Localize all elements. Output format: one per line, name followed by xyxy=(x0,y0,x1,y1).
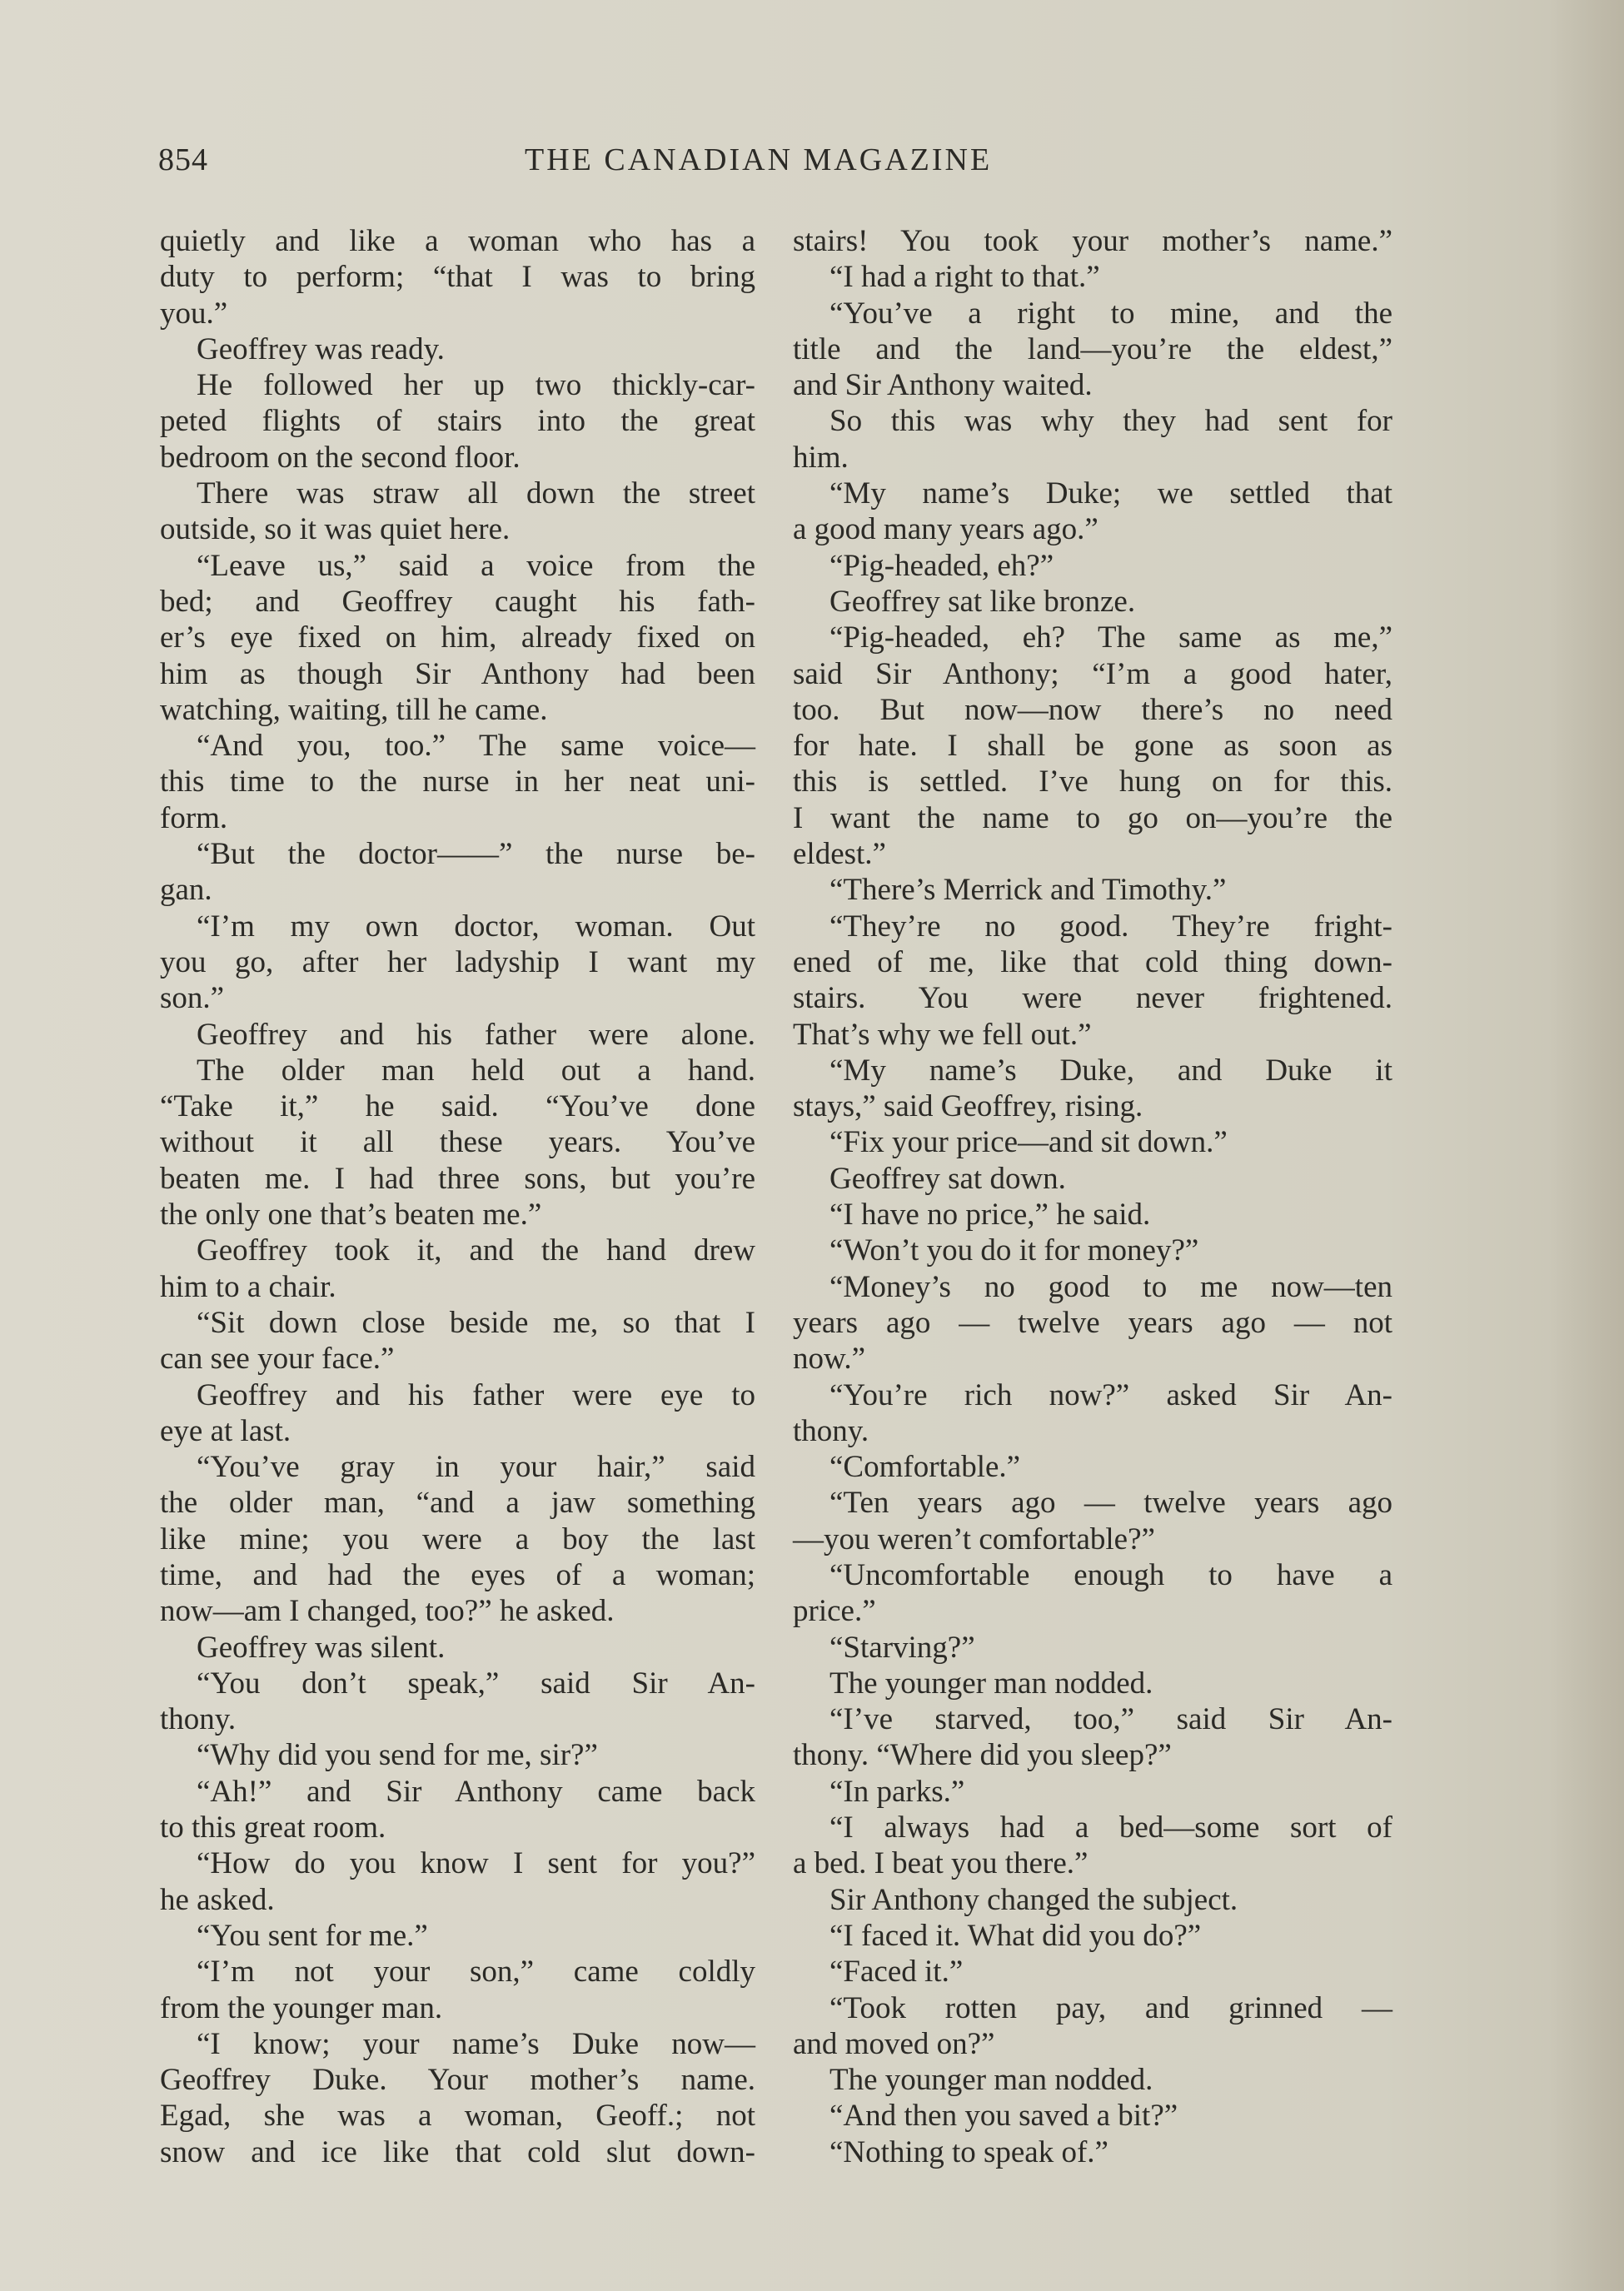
text-line: thony. xyxy=(793,1413,869,1448)
text-line: “I’ve starved, too,” said Sir An- xyxy=(829,1702,1392,1737)
text-line: “You sent for me.” xyxy=(197,1918,428,1953)
text-line: “Starving?” xyxy=(829,1630,975,1665)
text-line: I want the name to go on—you’re the xyxy=(793,800,1392,835)
text-line: “How do you know I sent for you?” xyxy=(197,1846,755,1881)
text-line: this time to the nurse in her neat uni- xyxy=(160,764,755,799)
text-line: “Took rotten pay, and grinned — xyxy=(829,1990,1392,2025)
text-line: now.” xyxy=(793,1342,865,1377)
text-line: can see your face.” xyxy=(160,1342,395,1377)
text-line: without it all these years. You’ve xyxy=(160,1125,755,1160)
text-line: “My name’s Duke; we settled that xyxy=(829,476,1392,511)
text-line: “You don’t speak,” said Sir An- xyxy=(197,1666,755,1701)
text-line: Geoffrey was silent. xyxy=(197,1630,446,1665)
text-line: a good many years ago.” xyxy=(793,512,1098,547)
text-line: —you weren’t comfortable?” xyxy=(793,1522,1155,1556)
text-line: now—am I changed, too?” he asked. xyxy=(160,1594,615,1629)
text-line: quietly and like a woman who has a xyxy=(160,224,755,258)
text-line: “And you, too.” The same voice— xyxy=(197,729,755,764)
text-line: So this was why they had sent for xyxy=(829,404,1392,439)
text-line: That’s why we fell out.” xyxy=(793,1017,1092,1052)
text-line: “I’m not your son,” came coldly xyxy=(197,1955,755,1990)
text-line: “Money’s no good to me now—ten xyxy=(829,1269,1392,1304)
text-line: “You’ve a right to mine, and the xyxy=(829,296,1392,331)
text-line: “Faced it.” xyxy=(829,1955,964,1990)
text-line: ened of me, like that cold thing down- xyxy=(793,944,1392,979)
text-line: “Ah!” and Sir Anthony came back xyxy=(197,1774,755,1809)
text-line: “They’re no good. They’re fright- xyxy=(829,909,1392,944)
right-text-column xyxy=(793,223,1392,2170)
text-line: “Pig-headed, eh?” xyxy=(829,548,1054,583)
text-line: Egad, she was a woman, Geoff.; not xyxy=(160,2099,755,2134)
text-line: “I’m my own doctor, woman. Out xyxy=(197,909,755,944)
text-line: Geoffrey was ready. xyxy=(197,331,445,366)
text-line: “Sit down close beside me, so that I xyxy=(197,1305,755,1340)
text-line: The younger man nodded. xyxy=(829,1666,1153,1701)
text-line: er’s eye fixed on him, already fixed on xyxy=(160,620,755,655)
text-line: “Pig-headed, eh? The same as me,” xyxy=(829,620,1392,655)
text-line: and moved on?” xyxy=(793,2026,995,2061)
text-line: the only one that’s beaten me.” xyxy=(160,1198,542,1233)
text-line: you.” xyxy=(160,296,228,331)
running-title: THE CANADIAN MAGAZINE xyxy=(525,142,993,177)
text-line: bedroom on the second floor. xyxy=(160,440,521,475)
text-line: “Leave us,” said a voice from the xyxy=(197,548,755,583)
text-line: said Sir Anthony; “I’m a good hater, xyxy=(793,656,1392,691)
text-line: peted flights of stairs into the great xyxy=(160,404,755,439)
text-line: too. But now—now there’s no need xyxy=(793,692,1392,727)
text-line: Geoffrey sat like bronze. xyxy=(829,584,1136,619)
text-line: like mine; you were a boy the last xyxy=(160,1522,755,1556)
text-line: The younger man nodded. xyxy=(829,2063,1153,2098)
text-line: “I have no price,” he said. xyxy=(829,1198,1151,1233)
text-line: this is settled. I’ve hung on for this. xyxy=(793,764,1392,799)
text-line: “My name’s Duke, and Duke it xyxy=(829,1053,1392,1088)
text-line: “And then you saved a bit?” xyxy=(829,2099,1178,2134)
text-line: “You’re rich now?” asked Sir An- xyxy=(829,1377,1392,1412)
text-line: son.” xyxy=(160,981,225,1016)
text-line: watching, waiting, till he came. xyxy=(160,692,548,727)
text-line: Geoffrey Duke. Your mother’s name. xyxy=(160,2063,755,2098)
text-line: from the younger man. xyxy=(160,1990,443,2025)
text-line: price.” xyxy=(793,1594,876,1629)
text-line: “Take it,” he said. “You’ve done xyxy=(160,1089,755,1124)
text-line: gan. xyxy=(160,873,212,908)
text-line: Sir Anthony changed the subject. xyxy=(829,1882,1238,1917)
text-line: title and the land—you’re the eldest,” xyxy=(793,331,1392,366)
text-line: “I faced it. What did you do?” xyxy=(829,1918,1202,1953)
text-line: “You’ve gray in your hair,” said xyxy=(197,1450,755,1485)
text-line: to this great room. xyxy=(160,1810,386,1845)
text-line: snow and ice like that cold slut down- xyxy=(160,2134,755,2169)
text-line: a bed. I beat you there.” xyxy=(793,1846,1088,1881)
text-line: “Uncomfortable enough to have a xyxy=(829,1557,1392,1592)
text-line: “But the doctor——” the nurse be- xyxy=(197,837,755,872)
text-line: Geoffrey took it, and the hand drew xyxy=(197,1233,755,1268)
text-line: Geoffrey and his father were alone. xyxy=(197,1017,755,1052)
text-line: There was straw all down the street xyxy=(197,476,755,511)
text-line: “Nothing to speak of.” xyxy=(829,2134,1108,2169)
text-line: him as though Sir Anthony had been xyxy=(160,656,755,691)
text-line: thony. xyxy=(160,1702,237,1737)
text-line: Geoffrey sat down. xyxy=(829,1161,1066,1196)
text-line: thony. “Where did you sleep?” xyxy=(793,1738,1172,1773)
text-line: bed; and Geoffrey caught his fath- xyxy=(160,584,755,619)
text-line: eldest.” xyxy=(793,837,886,872)
text-line: “Ten years ago — twelve years ago xyxy=(829,1486,1392,1521)
text-line: him. xyxy=(793,440,849,475)
text-line: form. xyxy=(160,800,228,835)
text-line: stairs! You took your mother’s name.” xyxy=(793,224,1392,258)
text-line: stairs. You were never frightened. xyxy=(793,981,1392,1016)
text-line: time, and had the eyes of a woman; xyxy=(160,1557,755,1592)
text-line: The older man held out a hand. xyxy=(197,1053,755,1088)
text-line: “In parks.” xyxy=(829,1774,965,1809)
text-line: the older man, “and a jaw something xyxy=(160,1486,755,1521)
text-line: you go, after her ladyship I want my xyxy=(160,944,755,979)
text-line: “There’s Merrick and Timothy.” xyxy=(829,873,1227,908)
text-line: him to a chair. xyxy=(160,1269,336,1304)
text-line: “I always had a bed—some sort of xyxy=(829,1810,1392,1845)
left-text-column xyxy=(160,223,755,2170)
text-line: eye at last. xyxy=(160,1413,291,1448)
text-line: stays,” said Geoffrey, rising. xyxy=(793,1089,1143,1124)
text-line: duty to perform; “that I was to bring xyxy=(160,260,755,295)
text-line: outside, so it was quiet here. xyxy=(160,512,511,547)
text-line: and Sir Anthony waited. xyxy=(793,368,1093,403)
text-line: he asked. xyxy=(160,1882,275,1917)
page-header xyxy=(158,142,1058,192)
page-number: 854 xyxy=(158,142,208,177)
text-line: “Fix your price—and sit down.” xyxy=(829,1125,1228,1160)
text-line: for hate. I shall be gone as soon as xyxy=(793,729,1392,764)
text-line: years ago — twelve years ago — not xyxy=(793,1305,1392,1340)
text-line: Geoffrey and his father were eye to xyxy=(197,1377,755,1412)
text-line: beaten me. I had three sons, but you’re xyxy=(160,1161,755,1196)
text-line: “Why did you send for me, sir?” xyxy=(197,1738,598,1773)
text-line: He followed her up two thickly-car- xyxy=(197,368,755,403)
text-line: “I had a right to that.” xyxy=(829,260,1100,295)
text-line: “Won’t you do it for money?” xyxy=(829,1233,1199,1268)
text-line: “Comfortable.” xyxy=(829,1450,1021,1485)
text-line: “I know; your name’s Duke now— xyxy=(197,2026,755,2061)
